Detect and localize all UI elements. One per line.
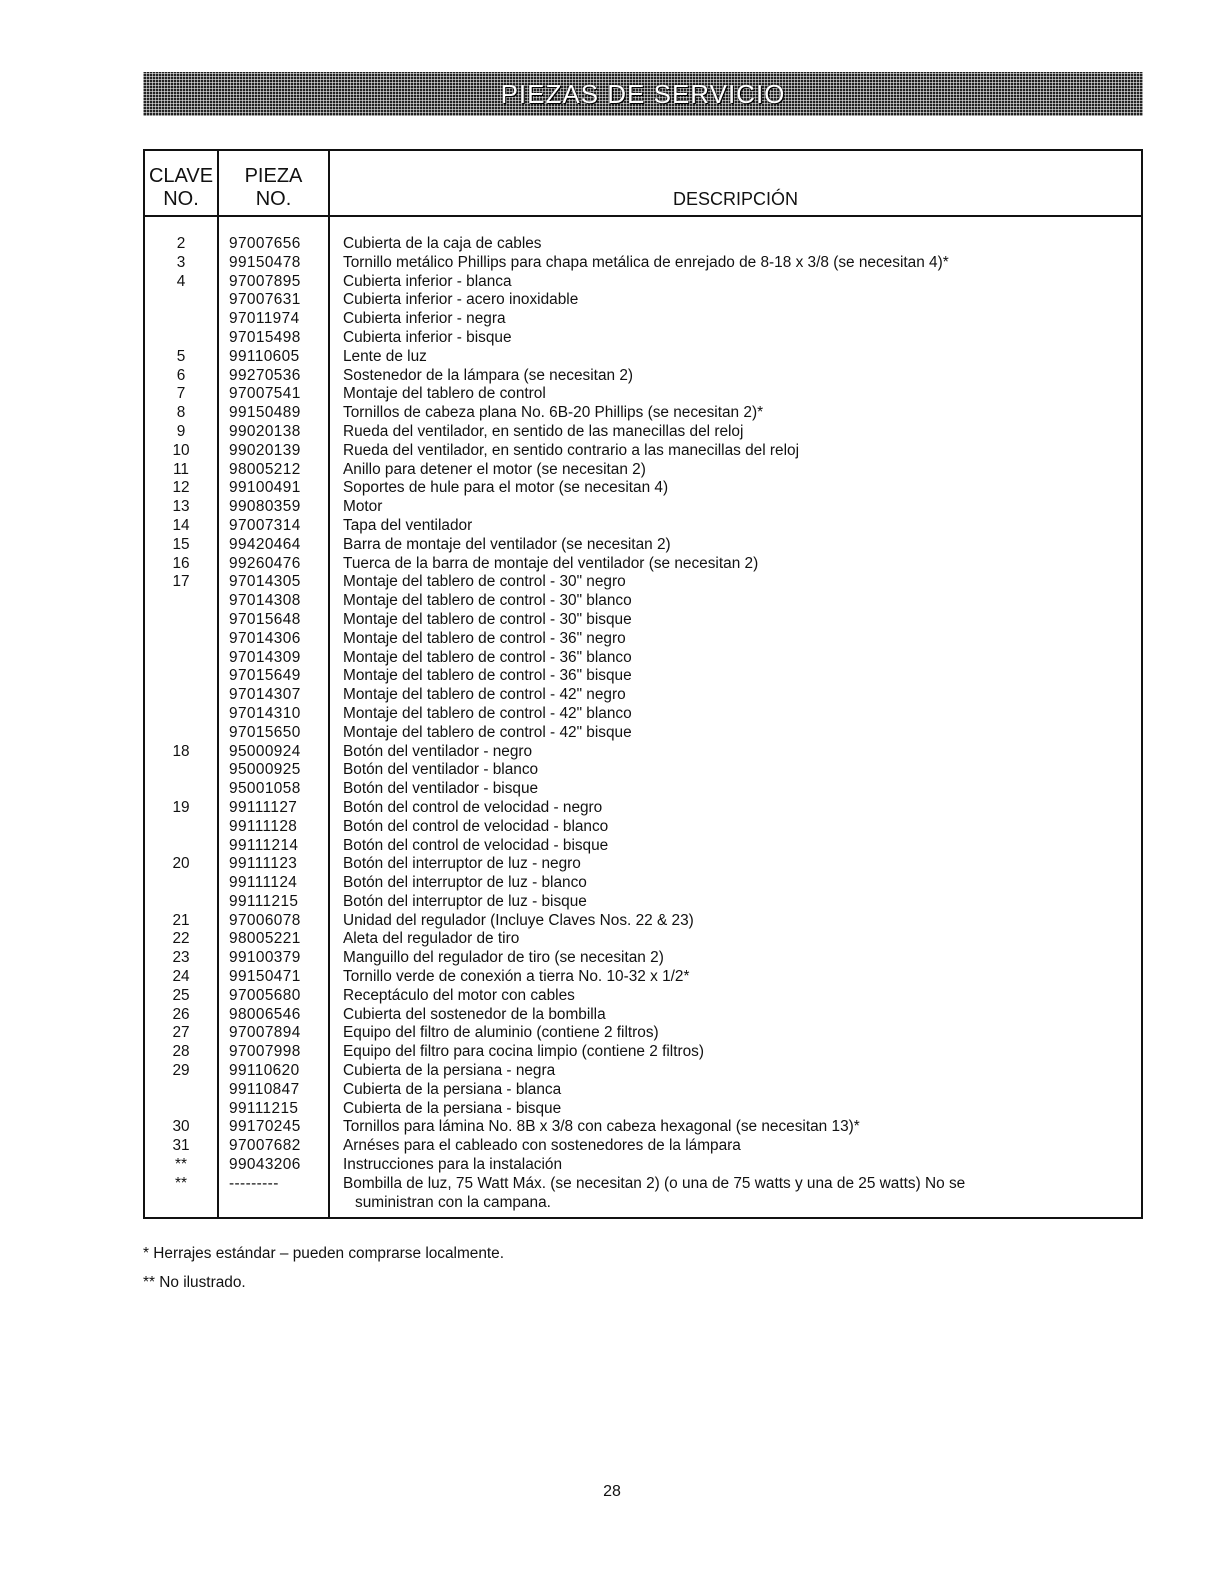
parts-table (143, 149, 1143, 1219)
table-row (145, 348, 1141, 367)
table-row (145, 1137, 1141, 1156)
table-row (145, 592, 1141, 611)
key-number: 8 (176, 404, 186, 422)
footnote: ** No ilustrado. (143, 1274, 246, 1291)
part-number: 97007895 (229, 272, 301, 290)
part-number: 99111124 (229, 874, 298, 892)
part-number: 97015498 (229, 328, 301, 346)
part-description: Cubierta inferior - acero inoxidable (343, 291, 579, 309)
part-description: Equipo del filtro de aluminio (contiene 2 filtros) (343, 1024, 659, 1042)
key-number: 14 (172, 516, 190, 534)
key-number: 26 (172, 1005, 190, 1023)
part-number: 97007541 (229, 385, 301, 403)
part-description: Montaje del tablero de control - 42" bisque (343, 723, 632, 741)
page-number: 28 (603, 1483, 621, 1500)
section-banner (143, 72, 1143, 116)
part-description: Arnéses para el cableado con sostenedores de la lámpara (343, 1137, 741, 1155)
key-number: 20 (172, 855, 190, 873)
table-row (145, 855, 1141, 874)
part-number: 97015648 (229, 610, 301, 628)
key-number: 7 (176, 385, 186, 403)
key-number: 4 (176, 272, 186, 290)
key-number: 3 (176, 253, 186, 271)
table-row (145, 254, 1141, 273)
part-number: 99150478 (229, 253, 301, 271)
part-description: Montaje del tablero de control - 36" bisque (343, 667, 632, 685)
part-description: Cubierta de la persiana - blanca (343, 1080, 562, 1098)
table-row (145, 611, 1141, 630)
key-number: 15 (172, 535, 190, 553)
key-number: 2 (176, 235, 186, 252)
table-row (145, 818, 1141, 837)
table-row (145, 1156, 1141, 1175)
part-number: 99043206 (229, 1156, 301, 1174)
part-description: Montaje del tablero de control - 30" blanco (343, 592, 632, 610)
part-description: Botón del control de velocidad - bisque (343, 836, 609, 854)
table-row (145, 649, 1141, 668)
part-number: 99270536 (229, 366, 301, 384)
key-number: 27 (172, 1024, 190, 1042)
part-description: Botón del interruptor de luz - blanco (343, 874, 587, 892)
part-number: 99020138 (229, 422, 301, 440)
key-number: 18 (172, 742, 190, 760)
part-description: Tornillo verde de conexión a tierra No. 10-32 x 1/2* (343, 968, 690, 986)
part-description: Cubierta de la caja de cables (343, 235, 542, 252)
part-number: 97014310 (229, 704, 301, 722)
table-row (145, 1081, 1141, 1100)
key-number: ** (175, 1174, 187, 1192)
table-row (145, 930, 1141, 949)
part-number: 99420464 (229, 535, 301, 553)
part-description: Botón del ventilador - bisque (343, 780, 539, 798)
table-row (145, 310, 1141, 329)
key-number: 21 (172, 911, 190, 929)
table-row (145, 968, 1141, 987)
table-row (145, 1175, 1141, 1213)
table-row (145, 235, 1141, 254)
part-number: --------- (229, 1174, 279, 1192)
part-description: Botón del control de velocidad - negro (343, 798, 603, 816)
key-number: 17 (172, 573, 190, 591)
part-number: 99111127 (229, 798, 298, 816)
key-number: 16 (172, 554, 190, 572)
part-description: Cubierta de la persiana - bisque (343, 1099, 562, 1117)
part-description: Cubierta inferior - bisque (343, 328, 512, 346)
part-description: Montaje del tablero de control - 30" bisque (343, 610, 632, 628)
table-row (145, 743, 1141, 762)
table-row (145, 517, 1141, 536)
header-clave: CLAVE NO. (148, 165, 214, 210)
part-number: 95000924 (229, 742, 301, 760)
part-description: Instrucciones para la instalación (343, 1156, 563, 1174)
table-body (145, 235, 1141, 1212)
part-number: 99100491 (229, 479, 301, 497)
part-number: 97015649 (229, 667, 301, 685)
part-number: 97014307 (229, 686, 301, 704)
part-number: 97014309 (229, 648, 301, 666)
key-number: 31 (172, 1137, 190, 1155)
table-row (145, 667, 1141, 686)
part-number: 97007631 (229, 291, 301, 309)
part-number: 97007314 (229, 516, 301, 534)
key-number: 13 (172, 498, 190, 516)
part-number: 97007894 (229, 1024, 301, 1042)
part-number: 97014305 (229, 573, 301, 591)
part-description: Tornillos de cabeza plana No. 6B-20 Phillips (se necesitan 2)* (343, 404, 764, 422)
part-number: 98005212 (229, 460, 301, 478)
table-row (145, 498, 1141, 517)
key-number: 30 (172, 1118, 190, 1136)
table-row (145, 555, 1141, 574)
table-row (145, 479, 1141, 498)
part-description: Equipo del filtro para cocina limpio (contiene 2 filtros) (343, 1043, 705, 1061)
table-row (145, 404, 1141, 423)
table-row (145, 423, 1141, 442)
part-description: Tornillo metálico Phillips para chapa metálica de enrejado de 8-18 x 3/8 (se necesitan 4)* (343, 253, 949, 271)
part-description: Tapa del ventilador (343, 516, 473, 534)
table-row (145, 912, 1141, 931)
header-rule (145, 215, 1141, 217)
part-number: 98005221 (229, 930, 301, 948)
key-number: 24 (172, 968, 190, 986)
part-number: 99111215 (229, 1099, 299, 1117)
part-number: 99111214 (229, 836, 299, 854)
part-description: Bombilla de luz, 75 Watt Máx. (se necesitan 2) (o una de 75 watts y una de 25 watts) No se suministran con la campana. (343, 1174, 966, 1211)
table-row (145, 273, 1141, 292)
part-description: Montaje del tablero de control - 36" negro (343, 629, 626, 647)
part-number: 97006078 (229, 911, 301, 929)
part-number: 99150489 (229, 404, 301, 422)
table-row (145, 461, 1141, 480)
part-description: Rueda del ventilador, en sentido de las manecillas del reloj (343, 422, 744, 440)
part-number: 99170245 (229, 1118, 301, 1136)
part-number: 99080359 (229, 498, 301, 516)
part-number: 99111215 (229, 892, 299, 910)
part-number: 97011974 (229, 310, 300, 328)
part-description: Motor (343, 498, 383, 516)
part-description: Cubierta inferior - negra (343, 310, 506, 328)
table-row (145, 799, 1141, 818)
table-row (145, 837, 1141, 856)
key-number: 5 (176, 347, 186, 365)
key-number: 9 (176, 422, 186, 440)
part-number: 99110847 (229, 1080, 300, 1098)
table-row (145, 1024, 1141, 1043)
part-description: Cubierta inferior - blanca (343, 272, 512, 290)
part-description: Soportes de hule para el motor (se necesitan 4) (343, 479, 669, 497)
footnote: * Herrajes estándar – pueden comprarse localmente. (143, 1245, 505, 1262)
key-number: 28 (172, 1043, 190, 1061)
table-row (145, 1062, 1141, 1081)
part-description: Tornillos para lámina No. 8B x 3/8 con cabeza hexagonal (se necesitan 13)* (343, 1118, 860, 1136)
part-number: 99150471 (229, 968, 301, 986)
part-description: Montaje del tablero de control - 36" blanco (343, 648, 632, 666)
key-number: 10 (172, 441, 190, 459)
part-number: 97014308 (229, 592, 301, 610)
part-number: 97007998 (229, 1043, 301, 1061)
part-description: Montaje del tablero de control - 30" negro (343, 573, 626, 591)
table-row (145, 724, 1141, 743)
part-number: 97007656 (229, 235, 301, 252)
part-description: Cubierta de la persiana - negra (343, 1062, 556, 1080)
key-number: 12 (172, 479, 190, 497)
part-description: Botón del control de velocidad - blanco (343, 817, 609, 835)
table-row (145, 630, 1141, 649)
part-number: 97005680 (229, 986, 301, 1004)
key-number: 11 (173, 460, 189, 478)
table-row (145, 1006, 1141, 1025)
part-description: Manguillo del regulador de tiro (se necesitan 2) (343, 949, 664, 967)
table-row (145, 761, 1141, 780)
part-number: 99110620 (229, 1062, 300, 1080)
table-row (145, 385, 1141, 404)
part-number: 99020139 (229, 441, 301, 459)
table-row (145, 1043, 1141, 1062)
part-description: Tuerca de la barra de montaje del ventilador (se necesitan 2) (343, 554, 759, 572)
part-number: 99260476 (229, 554, 301, 572)
part-description: Montaje del tablero de control - 42" blanco (343, 704, 632, 722)
table-row (145, 1100, 1141, 1119)
header-descripcion: DESCRIPCIÓN (672, 189, 798, 209)
table-row (145, 573, 1141, 592)
part-number: 99111128 (229, 817, 298, 835)
key-number: 25 (172, 986, 190, 1004)
table-row (145, 686, 1141, 705)
part-number: 99111123 (229, 855, 298, 873)
key-number: 29 (172, 1062, 190, 1080)
part-description: Barra de montaje del ventilador (se necesitan 2) (343, 535, 671, 553)
part-description: Unidad del regulador (Incluye Claves Nos. 22 & 23) (343, 911, 694, 929)
part-number: 99100379 (229, 949, 301, 967)
key-number: 22 (172, 930, 190, 948)
part-description: Lente de luz (343, 347, 427, 365)
part-description: Botón del interruptor de luz - negro (343, 855, 581, 873)
table-row (145, 1118, 1141, 1137)
table-row (145, 329, 1141, 348)
header-pieza: PIEZA NO. (244, 165, 303, 210)
table-row (145, 893, 1141, 912)
key-number: ** (175, 1156, 187, 1174)
part-description: Rueda del ventilador, en sentido contrario a las manecillas del reloj (343, 441, 799, 459)
key-number: 6 (176, 366, 186, 384)
part-description: Montaje del tablero de control (343, 385, 546, 403)
part-number: 97007682 (229, 1137, 301, 1155)
part-description: Sostenedor de la lámpara (se necesitan 2) (343, 366, 634, 384)
part-description: Receptáculo del motor con cables (343, 986, 575, 1004)
table-row (145, 442, 1141, 461)
table-row (145, 536, 1141, 555)
table-row (145, 780, 1141, 799)
table-row (145, 987, 1141, 1006)
table-row (145, 705, 1141, 724)
part-description: Cubierta del sostenedor de la bombilla (343, 1005, 606, 1023)
part-description: Montaje del tablero de control - 42" negro (343, 686, 626, 704)
key-number: 23 (172, 949, 190, 967)
part-number: 97014306 (229, 629, 301, 647)
part-number: 99110605 (229, 347, 300, 365)
part-description: Aleta del regulador de tiro (343, 930, 520, 948)
part-description: Botón del ventilador - negro (343, 742, 533, 760)
part-description: Anillo para detener el motor (se necesitan 2) (343, 460, 646, 478)
banner-title: PIEZAS DE SERVICIO (500, 78, 786, 109)
table-row (145, 949, 1141, 968)
part-number: 95001058 (229, 780, 301, 798)
part-number: 97015650 (229, 723, 301, 741)
table-row (145, 367, 1141, 386)
part-description: Botón del ventilador - blanco (343, 761, 539, 779)
table-row (145, 874, 1141, 893)
part-number: 98006546 (229, 1005, 301, 1023)
part-number: 95000925 (229, 761, 301, 779)
part-description: Botón del interruptor de luz - bisque (343, 892, 587, 910)
footnotes (143, 1245, 504, 1303)
table-row (145, 291, 1141, 310)
key-number: 19 (172, 798, 190, 816)
